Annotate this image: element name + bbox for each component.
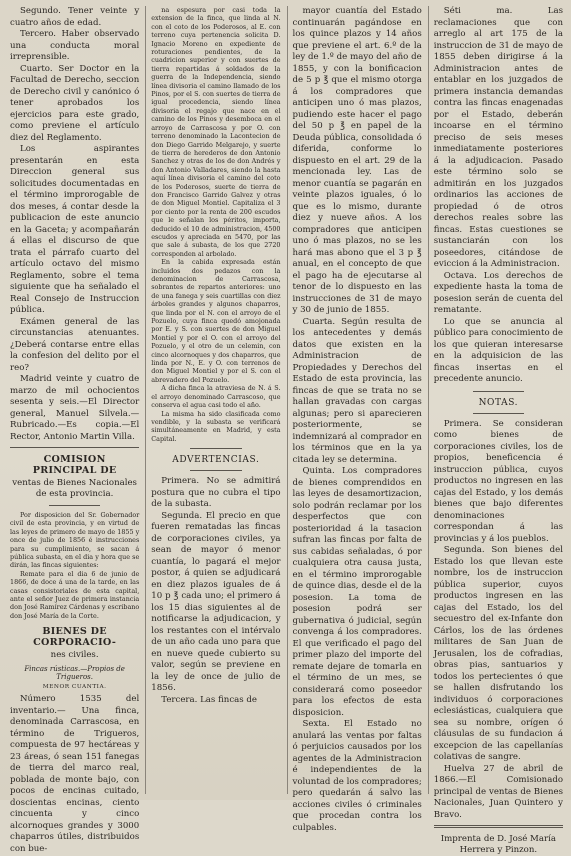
- paragraph: Remate para el dia 6 de junio de 1866, de doce á una de la tarde, en las casas consistoriales de esta capital, ante el señor Juez de primera instancia don José Ramírez Cárdenas y escribano don José María de la Corte.: [10, 569, 140, 620]
- paragraph: Número 1535 del inventario.— Una finca, denominada Carrascosa, en término de Trigueros, compuesta de 97 hectáreas y 23 áreas, ó sean 151 fanegas de tierra del marco real, poblada de monte bajo, con pocos de encinas cuitado, doscientas encinas, ciento cincuenta y cinco alcornoques grandes y 3000 chaparros útiles, distribuidos con bue-: [10, 694, 140, 854]
- paragraph: Segundo. Tener veinte y cuatro años de edad.: [10, 6, 140, 28]
- divider: [49, 505, 101, 506]
- divider: [190, 470, 242, 471]
- divider: [473, 413, 525, 414]
- col4-top-text: [434, 6, 563, 386]
- col4-notas-text: [434, 419, 563, 822]
- paragraph: Madrid veinte y cuatro de marzo de mil ochocientos sesenta y seis.—El Director general, Manuel Silvela.—Rubricado.—Es copia.—El Rector, Antonio Martin Villa.: [10, 374, 140, 442]
- paragraph: mayor cuantía del Estado continuarán pagándose en los quince plazos y 14 años que previene el art. 6.º de la ley de 1.º de mayo del año de 1855, y con la bonificacion de 5 p ℥ que el mismo otorga á los compradores que anticipen uno ó mas plazos, pudiendo este hacer el pago del 50 p ℥ en papel de la Deuda pública, consolidada ó diferida, conforme lo dispuesto en el art. 29 de la mencionada ley. Las de menor cuantía se pagarán en veinte plazos iguales, ó lo que es lo mismo, durante diez y nueve años. A los compradores que anticipen uno ó mas plazos, no se les hará mas abono que el 3 p ℥ anual, en el concepto de que el pago ha de ejecutarse al tenor de lo dispuesto en las instrucciones de 31 de mayo y 30 de junio de 1855.: [292, 6, 422, 315]
- advertencias-heading: ADVERTENCIAS.: [172, 455, 260, 466]
- divider: [473, 391, 525, 392]
- paragraph: A dicha finca la atraviesa de N. á S. el arroyo denominado Carrascoso, que conserva el agua casi todo el año.: [151, 384, 281, 410]
- col2-small-text: [151, 6, 280, 443]
- paragraph: na espesura por casi toda la extension de la finca, que linda al N. con el coto de los Poderosos, al E. con terreno cuya pertenencia solicita D. Ignacio Moreno en expediente de roturaciones pendientes, de la cuadricion superior y con suertes de tierra repartidas á soldados de la guerra de la Independencia, siendo línea divisoria el camino llamado de los Pinos, por el S. con suertes de tierra de igual procedencia, siendo línea divisoria el regajo que nace en el camino de los Pinos y desemboca en el arroyo de Carrascosa y por O. con terreno denominado la Lacontecion de don Diego Garrido Melgarejo, y suerte de tierra de herederos de don Antonio Sanchez y otras de los de don Andrés y don Antonio Valladares, siendo la hasta aquí línea divisoria el camino del coto de los Poderosos, suerte de tierra de don Francisco Garrido Galvez y otras de don Miguel Montiel. Capitaliza el 3 por ciento por la renta de 200 escudos que le señalan los péritos, importa, deducido el 10 de administracion, 4500 escudos y apreciada en 5470, por las que sale á subasta, de los que 2720 corresponden al arbolado.: [151, 6, 281, 258]
- col3-text: [293, 6, 422, 834]
- col2-text: [151, 476, 280, 706]
- column-3: [287, 6, 422, 833]
- paragraph: Tercero. Haber observado una conducta moral irreprensible.: [10, 29, 140, 62]
- paragraph: Octava. Los derechos de expediente hasta la toma de posesion serán de cuenta del rematante.: [433, 270, 563, 315]
- paragraph: Exámen general de las circunstancias atenuantes. ¿Deberá contarse entre ellas la confesion del delito por el reo?: [10, 316, 140, 373]
- paragraph: En la cabida expresada están incluidos dos pedazos con la denominacion de Carrascosa, sobrantes de repartos anteriores: uno de una fanega y seis cuartillas con diez árboles grandes y algunos chaparros, que linda por el N. con el arroyo de el Pozuelo, cuya finca quedó amojonada por E. y S. con suertes de don Miguel Montiel y por el O. con el arroyo del Pozuelo, y el otro de un celemin, con cinco alcornoques y dos chaparros, que linda por N., E. y O. con terrenos de don Miguel Montiel y por el S. con el abrevadero del Pozuelo.: [151, 258, 281, 384]
- paragraph: Quinta. Los compradores de bienes comprendidos en las leyes de desamortizacion, solo podrán reclamar por los desperfectos que con posterioridad á la tasacion sufran las fincas por falta de sus cabidas señaladas, ó por cualquiera otra causa justa, en el término improrogable de quince dias, desde el de la posesion. La toma de posesion podrá ser gubernativa ó judicial, según convenga á los compradores. El que verificado el pago del primer plazo del importe del remate dejare de tomarla en el término de un mes, se considerará como poseedor para los efectos de esta disposicion.: [292, 466, 422, 718]
- paragraph: Séti ma. Las reclamaciones que con arreglo al art 175 de la instruccion de 31 de mayo de 1855 deben dirigirse á la Administracion antes de entablar en los juzgados de primera instancia demandas contra las fincas enagenadas por el Estado, deberán incoarse en el término preciso de seis meses inmediatamente posteriores á la adjudicacion. Pasado este término solo se admitirán en los juzgados ordinarios las acciones de propiedad ó de otros derechos reales sobre las fincas. Estas cuestiones se sustanciarán con los poseedores, citándose de eviccion á la Administracion.: [433, 6, 563, 269]
- cuantia-label: MENOR CUANTIA.: [42, 684, 107, 691]
- paragraph: La misma ha sido clasificada como vendible, y la subasta se verificará simultáneamente en Madrid, y esta Capital.: [151, 409, 281, 443]
- divider: [10, 447, 139, 448]
- col1-small-text: [10, 511, 139, 620]
- paragraph: Primera. Se consideran como bienes de corporaciones civiles, los de propios, beneficencia é instruccion pública, cuyos productos no ingresen en las cajas del Estado, y los demás bienes que bajo diferentes denominaciones correspondan á las provincias y á los pueblos.: [433, 418, 563, 544]
- paragraph: Cuarta. Según resulta de los antecedentes y demás datos que existen en la Administracion de Propiedades y Derechos del Estado de esta provincia, las fincas de que se trata no se hallan gravadas con cargas algunas; pero si aparecieren posteriormente, se indemnizará al comprador en los términos que en la ya citada ley se determina.: [292, 316, 422, 465]
- paragraph: Primera. No se admitirá postura que no cubra el tipo de la subasta.: [151, 476, 281, 510]
- col1-top-text: [10, 6, 139, 443]
- divider: [190, 448, 242, 449]
- paragraph: Cuarto. Ser Doctor en la Facultad de Derecho, seccion de Derecho civil y canónico ó tener aprobados los ejercicios para este grado, como previene el artículo diez del Reglamento.: [10, 63, 140, 143]
- paragraph: Huelva 27 de abril de 1866.—El Comisionado principal de ventas de Bienes Nacionales, Juan Quintero y Bravo.: [433, 763, 563, 820]
- comision-heading: COMISION PRINCIPAL DE: [32, 454, 117, 476]
- col1-bottom-text: [10, 694, 139, 855]
- fincas-line: Fincas rústicas.—Propios de Trigueros.: [24, 665, 125, 682]
- imprint-line: Imprenta de D. José María Herrera y Pinzon.: [440, 834, 556, 855]
- column-2: [145, 6, 280, 794]
- column-1: [10, 6, 140, 854]
- paragraph: Segunda. El precio en que fueren rematadas las fincas de corporaciones civiles, ya sean de mayor ó menor cuantía, lo pagará el mejor postor, á quien se adjudicará en diez plazos iguales de á 10 p ℥ cada uno; el primero á los 15 dias siguientes al de notificarse la adjudicacion, y los restantes con el intérvalo de un año cada uno para que en nueve quede cubierto su valor, según se previene en la ley de once de julio de 1856.: [151, 510, 281, 694]
- divider: [434, 825, 563, 828]
- paragraph: Sexta. El Estado no anulará las ventas por faltas ó perjuicios causados por los agentes de la Administracion é independientes de la voluntad de los compradores; pero quedarán á salvo las acciones civiles ó criminales que procedan contra los culpables.: [292, 719, 422, 833]
- bienes-subheading: nes civiles.: [50, 650, 99, 661]
- paragraph: Por disposicion del Sr. Gobernador civil de esta provincia, y en virtud de las leyes de primero de mayo de 1855 y once de julio de 1856 é instrucciones para su cumplimiento, se sacan á pública subasta, en el dia y hora que se dirán, las fincas siguientes:: [10, 511, 140, 570]
- paragraph: Tercera. Las fincas de: [161, 694, 258, 705]
- bienes-heading: BIENES DE CORPORACIO-: [33, 626, 117, 649]
- notas-heading: NOTAS.: [478, 397, 519, 408]
- column-4: [428, 6, 563, 855]
- paragraph: Lo que se anuncia al público para conocimiento de los que quieran interesarse en la adquisicion de las fincas insertas en el precedente anuncio.: [433, 316, 563, 384]
- paragraph: Los aspirantes presentarán en esta Direccion general sus solicitudes documentadas en el término improrogable de dos meses, á contar desde la publicacion de este anuncio en la Gaceta; y acompañarán á ellas el discurso de que trata el párrafo cuarto del artículo octavo del mismo Reglamento, sobre el tema siguiente que ha señalado el Real Consejo de Instruccion pública.: [10, 144, 140, 315]
- comision-subheading: ventas de Bienes Nacionales de esta provincia.: [12, 478, 137, 499]
- paragraph: Segunda. Son bienes del Estado los que llevan este nombre, los de instruccion pública superior, cuyos productos ingresen en las cajas del Estado, los del secuestro del ex-Infante don Cárlos, los de las órdenes militares de San Juan de Jerusalen, los de cofradias, obras pias, santuarios y todos los pertecientes ó que se hallen disfrutando los individuos ó corporaciones eclesiásticas, cualquiera que sea su nombre, orígen ó cláusulas de su fundacion á excepcion de las capellanías colativas de sangre.: [433, 545, 563, 762]
